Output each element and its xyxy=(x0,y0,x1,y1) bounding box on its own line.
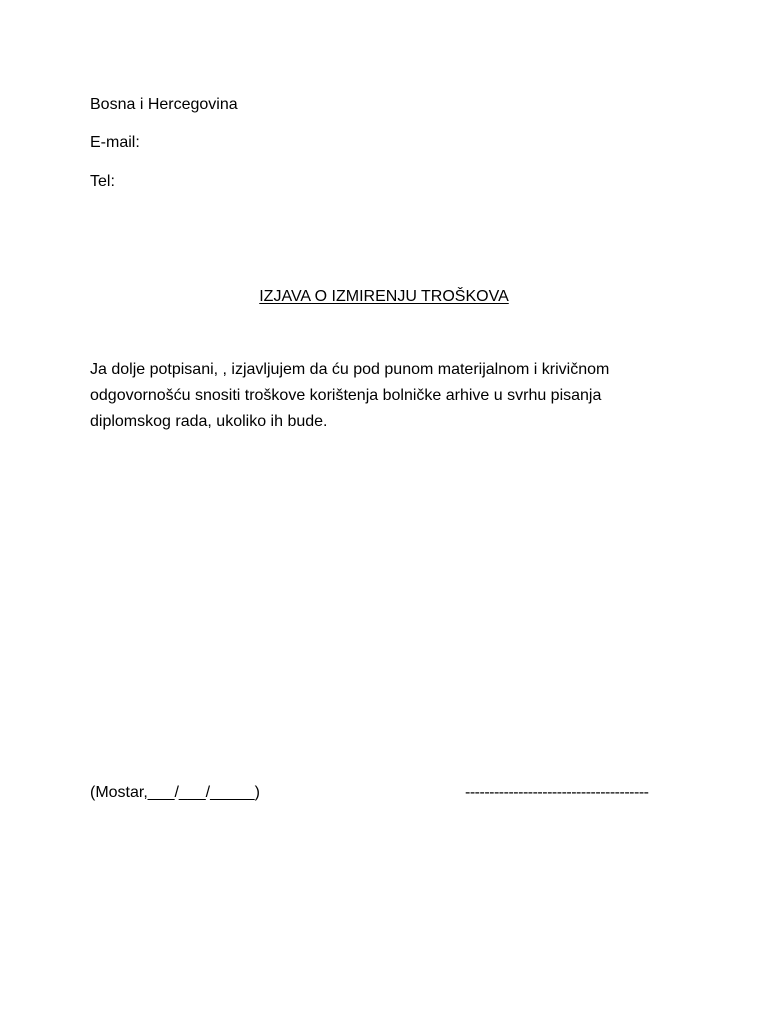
email-label: E-mail: xyxy=(90,134,140,151)
tel-label: Tel: xyxy=(90,173,115,190)
country-text: Bosna i Hercegovina xyxy=(90,96,238,113)
date-place-field: (Mostar,___/___/_____) xyxy=(90,784,260,801)
statement-paragraph xyxy=(90,357,670,435)
signature-line: -------------------------------------- xyxy=(465,784,649,801)
statement-line-3: diplomskog rada, ukoliko ih bude. xyxy=(90,413,328,430)
document-title: IZJAVA O IZMIRENJU TROŠKOVA xyxy=(259,288,509,305)
statement-line-1: Ja dolje potpisani, , izjavljujem da ću pod punom materijalnom i krivičnom xyxy=(90,361,610,378)
statement-line-2: odgovornošću snositi troškove korištenja bolničke arhive u svrhu pisanja xyxy=(90,387,602,404)
